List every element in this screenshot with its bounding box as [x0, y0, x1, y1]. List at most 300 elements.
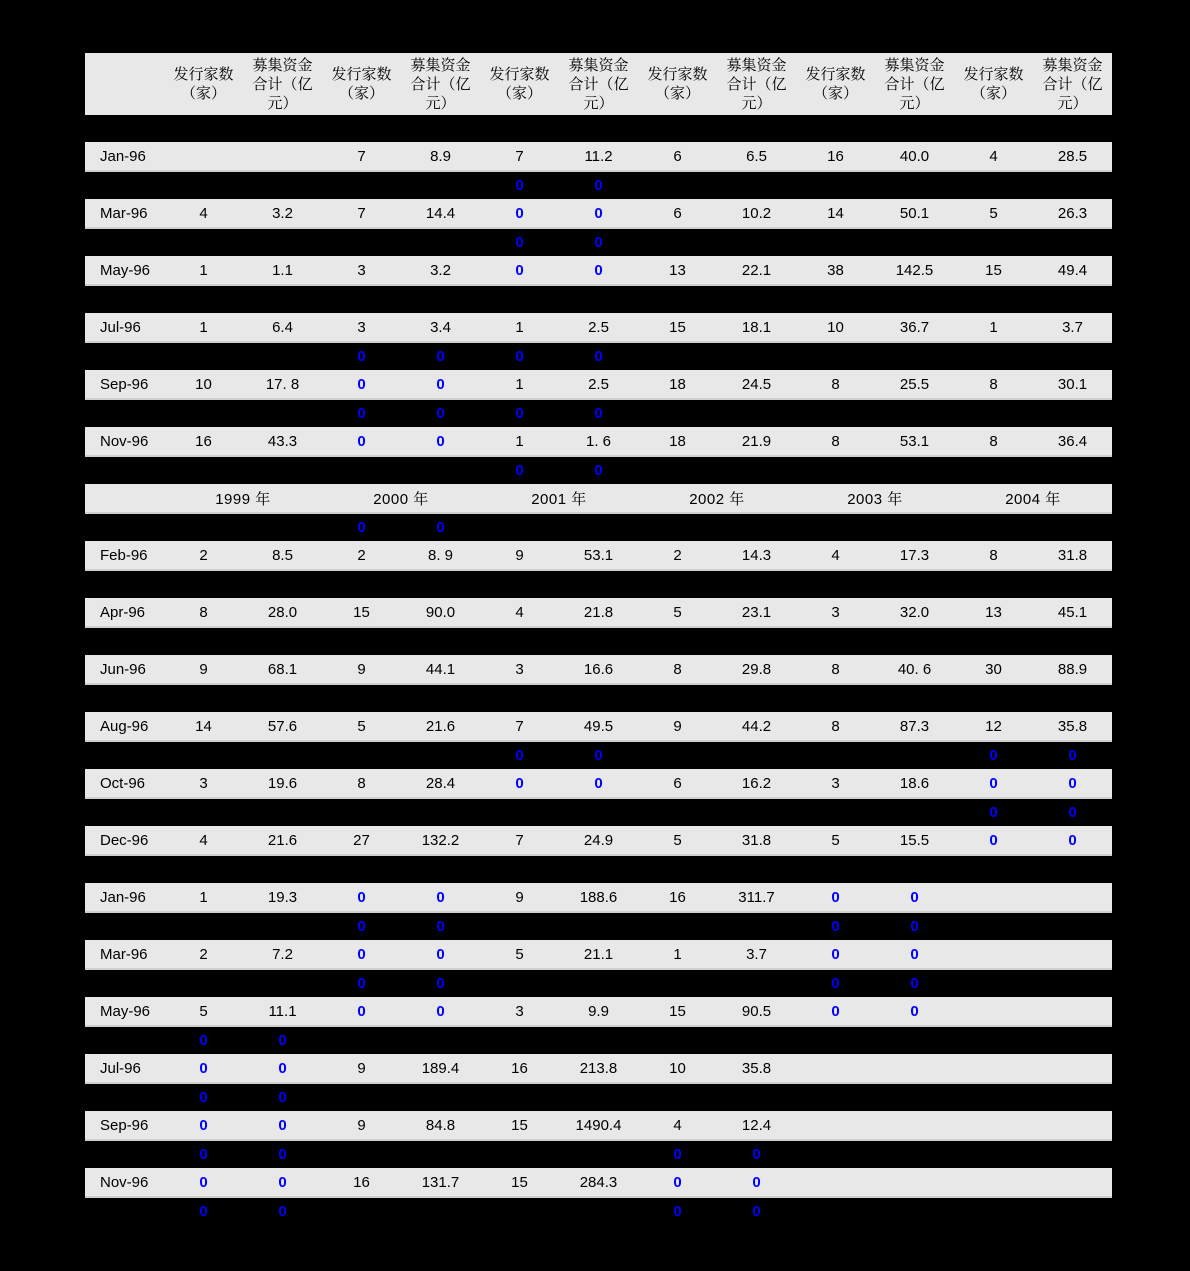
header-cell-funds-raised: 募集资金合计（亿元） [884, 55, 945, 112]
row-gap [85, 913, 1112, 940]
gap-zero: 0 [515, 462, 524, 479]
value-cell: 10 [195, 375, 212, 393]
value-cell: 5 [989, 204, 998, 222]
value-cell: 49.4 [1057, 261, 1088, 279]
zero-value-cell: 0 [515, 774, 524, 792]
value-cell: 7.2 [272, 945, 293, 963]
month-cell: Sep-96 [100, 375, 149, 393]
value-cell: 3.2 [430, 261, 451, 279]
month-cell: Oct-96 [100, 774, 146, 792]
value-cell: 53.1 [899, 432, 930, 450]
value-cell: 5 [357, 717, 366, 735]
value-cell: 132.2 [421, 831, 460, 849]
value-cell: 13 [669, 261, 686, 279]
value-cell: 8 [357, 774, 366, 792]
value-cell: 29.8 [741, 660, 772, 678]
value-cell: 4 [199, 204, 208, 222]
value-cell: 18.6 [899, 774, 930, 792]
value-cell: 8 [989, 546, 998, 564]
table-row [85, 655, 1112, 685]
value-cell: 2 [357, 546, 366, 564]
row-gap [85, 514, 1112, 541]
value-cell: 44.1 [425, 660, 456, 678]
value-cell: 9 [199, 660, 208, 678]
value-cell: 16 [669, 888, 686, 906]
value-cell: 16.2 [741, 774, 772, 792]
value-cell: 24.9 [583, 831, 614, 849]
row-gap [85, 1141, 1112, 1168]
gap-zero: 0 [436, 519, 445, 536]
value-cell: 15.5 [899, 831, 930, 849]
table-row [85, 826, 1112, 856]
row-gap [85, 1027, 1112, 1054]
zero-value-cell: 0 [831, 888, 840, 906]
value-cell: 4 [515, 603, 524, 621]
value-cell: 2.5 [588, 318, 609, 336]
month-cell: Aug-96 [100, 717, 149, 735]
value-cell: 3.4 [430, 318, 451, 336]
zero-value-cell: 0 [436, 1002, 445, 1020]
value-cell: 16.6 [583, 660, 614, 678]
value-cell: 87.3 [899, 717, 930, 735]
gap-zero: 0 [752, 1146, 761, 1163]
value-cell: 84.8 [425, 1116, 456, 1134]
value-cell: 17. 8 [265, 375, 300, 393]
month-cell: Nov-96 [100, 1173, 149, 1191]
zero-value-cell: 0 [357, 432, 366, 450]
value-cell: 26.3 [1057, 204, 1088, 222]
value-cell: 7 [357, 147, 366, 165]
month-cell: Jul-96 [100, 1059, 141, 1077]
month-cell: May-96 [100, 261, 151, 279]
value-cell: 7 [515, 831, 524, 849]
value-cell: 19.3 [267, 888, 298, 906]
value-cell: 6 [673, 774, 682, 792]
month-cell: Sep-96 [100, 1116, 149, 1134]
value-cell: 3 [357, 261, 366, 279]
table-row [85, 256, 1112, 286]
gap-zero: 0 [831, 918, 840, 935]
zero-value-cell: 0 [910, 945, 919, 963]
value-cell: 8.5 [272, 546, 293, 564]
month-cell: Jan-96 [100, 888, 146, 906]
zero-value-cell: 0 [436, 945, 445, 963]
row-gap [85, 400, 1112, 427]
value-cell: 16 [353, 1173, 370, 1191]
value-cell: 9 [515, 888, 524, 906]
value-cell: 1 [989, 318, 998, 336]
header-cell-month [85, 53, 164, 115]
gap-zero: 0 [594, 405, 603, 422]
value-cell: 23.1 [741, 603, 772, 621]
value-cell: 2 [673, 546, 682, 564]
header-cell-funds-raised: 募集资金合计（亿元） [726, 55, 787, 112]
zero-value-cell: 0 [594, 774, 603, 792]
zero-value-cell: 0 [831, 945, 840, 963]
month-cell: Jan-96 [100, 147, 146, 165]
zero-value-cell: 0 [436, 375, 445, 393]
value-cell: 7 [515, 717, 524, 735]
row-gap [85, 343, 1112, 370]
gap-zero: 0 [357, 975, 366, 992]
header-cell-issuer-count: 发行家数（家） [805, 65, 866, 102]
value-cell: 1.1 [272, 261, 293, 279]
value-cell: 5 [515, 945, 524, 963]
value-cell: 3 [357, 318, 366, 336]
table-row [85, 769, 1112, 799]
header-gap [85, 115, 1112, 142]
value-cell: 49.5 [583, 717, 614, 735]
zero-value-cell: 0 [594, 204, 603, 222]
value-cell: 3.7 [746, 945, 767, 963]
table-row [85, 1111, 1112, 1141]
zero-value-cell: 0 [515, 204, 524, 222]
gap-zero: 0 [594, 177, 603, 194]
table-row [85, 1054, 1112, 1084]
value-cell: 40. 6 [897, 660, 932, 678]
value-cell: 9 [515, 546, 524, 564]
table-row [85, 940, 1112, 970]
year-cell: 2002 年 [689, 490, 745, 508]
header-cell-funds-raised: 募集资金合计（亿元） [568, 55, 629, 112]
value-cell: 17.3 [899, 546, 930, 564]
value-cell: 28.5 [1057, 147, 1088, 165]
year-cell: 2001 年 [531, 490, 587, 508]
value-cell: 32.0 [899, 603, 930, 621]
gap-zero: 0 [910, 918, 919, 935]
value-cell: 22.1 [741, 261, 772, 279]
table-header-row [85, 53, 1112, 115]
year-header-row [85, 484, 1112, 514]
value-cell: 12.4 [741, 1116, 772, 1134]
table-row [85, 598, 1112, 628]
zero-value-cell: 0 [673, 1173, 682, 1191]
table-row [85, 199, 1112, 229]
gap-zero: 0 [436, 405, 445, 422]
value-cell: 36.4 [1057, 432, 1088, 450]
header-cell-funds-raised: 募集资金合计（亿元） [410, 55, 471, 112]
zero-value-cell: 0 [752, 1173, 761, 1191]
value-cell: 8 [989, 375, 998, 393]
value-cell: 14.4 [425, 204, 456, 222]
value-cell: 28.4 [425, 774, 456, 792]
gap-zero: 0 [594, 348, 603, 365]
value-cell: 9 [357, 660, 366, 678]
value-cell: 4 [199, 831, 208, 849]
year-cell: 2004 年 [1005, 490, 1061, 508]
value-cell: 1. 6 [585, 432, 612, 450]
value-cell: 8 [831, 660, 840, 678]
gap-zero: 0 [199, 1032, 208, 1049]
header-cell-funds-raised: 募集资金合计（亿元） [1042, 55, 1103, 112]
table-row [85, 712, 1112, 742]
value-cell: 21.6 [267, 831, 298, 849]
value-cell: 90.5 [741, 1002, 772, 1020]
value-cell: 15 [353, 603, 370, 621]
gap-zero: 0 [357, 918, 366, 935]
value-cell: 1 [515, 375, 524, 393]
zero-value-cell: 0 [594, 261, 603, 279]
zero-value-cell: 0 [199, 1059, 208, 1077]
value-cell: 1 [515, 318, 524, 336]
value-cell: 2.5 [588, 375, 609, 393]
value-cell: 27 [353, 831, 370, 849]
gap-zero: 0 [278, 1146, 287, 1163]
row-gap [85, 799, 1112, 826]
value-cell: 30 [985, 660, 1002, 678]
value-cell: 7 [515, 147, 524, 165]
value-cell: 8. 9 [427, 546, 454, 564]
zero-value-cell: 0 [1068, 774, 1077, 792]
month-cell: Mar-96 [100, 945, 148, 963]
value-cell: 3 [515, 1002, 524, 1020]
gap-zero: 0 [436, 975, 445, 992]
value-cell: 15 [985, 261, 1002, 279]
table-row [85, 313, 1112, 343]
value-cell: 38 [827, 261, 844, 279]
row-gap [85, 742, 1112, 769]
gap-zero: 0 [515, 348, 524, 365]
value-cell: 19.6 [267, 774, 298, 792]
value-cell: 3 [199, 774, 208, 792]
zero-value-cell: 0 [357, 888, 366, 906]
gap-zero: 0 [989, 747, 998, 764]
zero-value-cell: 0 [278, 1116, 287, 1134]
gap-zero: 0 [357, 405, 366, 422]
zero-value-cell: 0 [910, 888, 919, 906]
value-cell: 11.2 [584, 147, 613, 165]
zero-value-cell: 0 [515, 261, 524, 279]
value-cell: 4 [989, 147, 998, 165]
value-cell: 15 [511, 1116, 528, 1134]
row-gap [85, 571, 1112, 598]
data-table [85, 53, 1112, 1225]
value-cell: 15 [669, 1002, 686, 1020]
value-cell: 44.2 [741, 717, 772, 735]
value-cell: 24.5 [741, 375, 772, 393]
value-cell: 5 [673, 831, 682, 849]
gap-zero: 0 [594, 747, 603, 764]
zero-value-cell: 0 [357, 945, 366, 963]
value-cell: 189.4 [421, 1059, 460, 1077]
value-cell: 14 [827, 204, 844, 222]
value-cell: 9 [357, 1059, 366, 1077]
value-cell: 284.3 [579, 1173, 618, 1191]
header-cell-issuer-count: 发行家数（家） [173, 65, 234, 102]
value-cell: 90.0 [425, 603, 456, 621]
gap-zero: 0 [357, 519, 366, 536]
row-gap [85, 970, 1112, 997]
row-gap [85, 229, 1112, 256]
zero-value-cell: 0 [278, 1059, 287, 1077]
gap-zero: 0 [357, 348, 366, 365]
month-cell: Dec-96 [100, 831, 149, 849]
month-cell: Jul-96 [100, 318, 141, 336]
gap-zero: 0 [673, 1203, 682, 1220]
zero-value-cell: 0 [436, 888, 445, 906]
table-row [85, 1168, 1112, 1198]
table-row [85, 142, 1112, 172]
gap-zero: 0 [594, 234, 603, 251]
value-cell: 4 [831, 546, 840, 564]
value-cell: 43.3 [267, 432, 298, 450]
value-cell: 8.9 [430, 147, 451, 165]
value-cell: 15 [511, 1173, 528, 1191]
gap-zero: 0 [989, 804, 998, 821]
year-cell: 1999 年 [215, 490, 271, 508]
gap-zero: 0 [831, 975, 840, 992]
row-gap [85, 286, 1112, 313]
value-cell: 28.0 [267, 603, 298, 621]
value-cell: 25.5 [899, 375, 930, 393]
value-cell: 16 [827, 147, 844, 165]
value-cell: 14 [195, 717, 212, 735]
value-cell: 1 [199, 318, 208, 336]
row-gap [85, 1198, 1112, 1225]
value-cell: 16 [195, 432, 212, 450]
value-cell: 6.4 [272, 318, 293, 336]
value-cell: 31.8 [741, 831, 772, 849]
value-cell: 3 [515, 660, 524, 678]
table-body [85, 142, 1112, 1225]
value-cell: 7 [357, 204, 366, 222]
value-cell: 8 [831, 432, 840, 450]
value-cell: 9 [357, 1116, 366, 1134]
month-cell: Jun-96 [100, 660, 146, 678]
value-cell: 30.1 [1057, 375, 1088, 393]
value-cell: 5 [831, 831, 840, 849]
value-cell: 6 [673, 204, 682, 222]
value-cell: 8 [199, 603, 208, 621]
zero-value-cell: 0 [1068, 831, 1077, 849]
zero-value-cell: 0 [989, 831, 998, 849]
year-cell: 2000 年 [373, 490, 429, 508]
value-cell: 5 [673, 603, 682, 621]
year-cell: 2003 年 [847, 490, 903, 508]
header-cell-issuer-count: 发行家数（家） [963, 65, 1024, 102]
row-gap [85, 1084, 1112, 1111]
month-cell: Mar-96 [100, 204, 148, 222]
gap-zero: 0 [594, 462, 603, 479]
gap-zero: 0 [278, 1203, 287, 1220]
value-cell: 8 [831, 717, 840, 735]
value-cell: 10.2 [741, 204, 772, 222]
value-cell: 21.1 [583, 945, 614, 963]
value-cell: 188.6 [579, 888, 618, 906]
value-cell: 10 [669, 1059, 686, 1077]
value-cell: 18 [669, 432, 686, 450]
value-cell: 21.9 [741, 432, 772, 450]
gap-zero: 0 [515, 405, 524, 422]
value-cell: 15 [669, 318, 686, 336]
zero-value-cell: 0 [357, 375, 366, 393]
month-cell: May-96 [100, 1002, 151, 1020]
value-cell: 45.1 [1057, 603, 1088, 621]
gap-zero: 0 [436, 918, 445, 935]
gap-zero: 0 [199, 1089, 208, 1106]
value-cell: 3.2 [272, 204, 293, 222]
value-cell: 21.8 [583, 603, 614, 621]
value-cell: 68.1 [267, 660, 298, 678]
value-cell: 1490.4 [575, 1116, 622, 1134]
value-cell: 5 [199, 1002, 208, 1020]
value-cell: 8 [989, 432, 998, 450]
value-cell: 8 [673, 660, 682, 678]
value-cell: 2 [199, 945, 208, 963]
zero-value-cell: 0 [357, 1002, 366, 1020]
header-cell-issuer-count: 发行家数（家） [489, 65, 550, 102]
value-cell: 16 [511, 1059, 528, 1077]
table-row [85, 541, 1112, 571]
value-cell: 6 [673, 147, 682, 165]
value-cell: 50.1 [899, 204, 930, 222]
value-cell: 9.9 [588, 1002, 609, 1020]
value-cell: 35.8 [1057, 717, 1088, 735]
value-cell: 1 [673, 945, 682, 963]
value-cell: 9 [673, 717, 682, 735]
row-gap [85, 628, 1112, 655]
value-cell: 131.7 [421, 1173, 460, 1191]
zero-value-cell: 0 [278, 1173, 287, 1191]
gap-zero: 0 [515, 177, 524, 194]
table-row [85, 370, 1112, 400]
value-cell: 12 [985, 717, 1002, 735]
gap-zero: 0 [515, 234, 524, 251]
month-cell: Apr-96 [100, 603, 146, 621]
value-cell: 14.3 [741, 546, 772, 564]
row-gap [85, 856, 1112, 883]
value-cell: 3.7 [1062, 318, 1083, 336]
value-cell: 53.1 [583, 546, 614, 564]
value-cell: 35.8 [741, 1059, 772, 1077]
row-gap [85, 685, 1112, 712]
value-cell: 1 [515, 432, 524, 450]
gap-zero: 0 [278, 1032, 287, 1049]
value-cell: 13 [985, 603, 1002, 621]
value-cell: 88.9 [1057, 660, 1088, 678]
gap-zero: 0 [1068, 747, 1077, 764]
value-cell: 4 [673, 1116, 682, 1134]
value-cell: 31.8 [1057, 546, 1088, 564]
value-cell: 311.7 [738, 888, 775, 906]
zero-value-cell: 0 [989, 774, 998, 792]
value-cell: 1 [199, 261, 208, 279]
table-row [85, 883, 1112, 913]
value-cell: 18 [669, 375, 686, 393]
table-row [85, 427, 1112, 457]
month-cell: Nov-96 [100, 432, 149, 450]
table-row [85, 997, 1112, 1027]
value-cell: 57.6 [267, 717, 298, 735]
value-cell: 8 [831, 375, 840, 393]
gap-zero: 0 [436, 348, 445, 365]
header-cell-issuer-count: 发行家数（家） [647, 65, 708, 102]
value-cell: 213.8 [579, 1059, 618, 1077]
value-cell: 3 [831, 603, 840, 621]
value-cell: 11.1 [268, 1002, 297, 1020]
row-gap [85, 457, 1112, 484]
gap-zero: 0 [278, 1089, 287, 1106]
zero-value-cell: 0 [199, 1173, 208, 1191]
row-gap [85, 172, 1112, 199]
zero-value-cell: 0 [910, 1002, 919, 1020]
gap-zero: 0 [199, 1203, 208, 1220]
gap-zero: 0 [515, 747, 524, 764]
value-cell: 36.7 [899, 318, 930, 336]
value-cell: 40.0 [899, 147, 930, 165]
header-cell-issuer-count: 发行家数（家） [331, 65, 392, 102]
value-cell: 10 [827, 318, 844, 336]
